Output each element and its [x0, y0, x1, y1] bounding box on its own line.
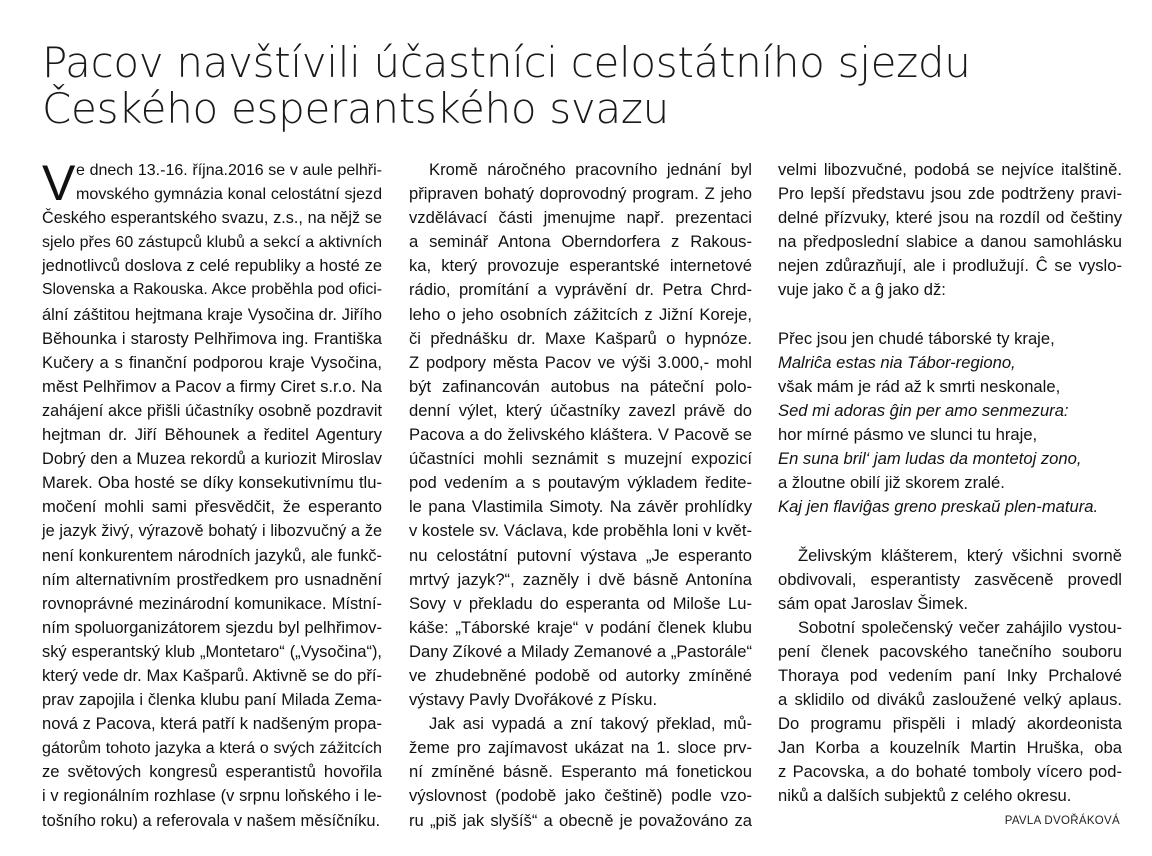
paragraph-line: Želivským klášterem, který všichni svorně — [798, 545, 1122, 565]
paragraph-line: být zafinancován autobus na páteční polo- — [409, 376, 752, 396]
paragraph-line: či přednášku dr. Maxe Kašparů o hypnóze. — [409, 328, 752, 348]
headline-line-1: Pacov navštívili účastníci celostátního sjezdu — [42, 38, 971, 87]
paragraph-line: rádio, promítání a vyprávění dr. Petra Chrd- — [409, 280, 752, 300]
paragraph-line: obdivovali, esperantisty zasvěceně provedl — [778, 569, 1122, 589]
paragraph-line: Pro lepší představu jsou zde podtrženy pravi- — [778, 184, 1122, 204]
paragraph-line: ním spoluorganizátorem sjezdu byl pelhřimov- — [42, 617, 382, 637]
paragraph-line: a sklidilo od diváků zasloužené velký aplaus. — [778, 690, 1122, 710]
paragraph-line: není konkurentem národních jazyků, ale funkč- — [42, 546, 382, 565]
paragraph-line: leho o jeho osobních zážitcích z Jižní Koreje, — [409, 304, 752, 324]
paragraph-line: vuje jako č a ĝ jako dž: — [778, 280, 946, 300]
paragraph-line: ní zmíněné básně. Esperanto má fonetickou — [409, 762, 752, 782]
paragraph-line: niků a dalších subjektů z celého okresu. — [778, 786, 1072, 806]
poem-line-esperanto: Sed mi adoras ĝin per amo senmezura: — [778, 400, 1069, 420]
paragraph-line: Sovy v překladu do esperanta od Miloše Lu- — [409, 593, 752, 613]
poem-line-czech: a žloutne obilí již skorem zralé. — [778, 473, 1005, 493]
paragraph-line: velmi libozvučné, podobá se nejvíce italštině. — [778, 160, 1122, 179]
paragraph-line: le pana Vlastimila Simoty. Na závěr prohlídky — [409, 497, 752, 517]
paragraph-line: Kučery a s finanční podporou kraje Vysočina, — [42, 352, 382, 372]
paragraph-line: a seminář Antona Oberndorfera z Rakous- — [409, 232, 752, 252]
paragraph-line: Jan Korba a kouzelník Martin Hruška, oba — [778, 738, 1122, 758]
paragraph-line: Běhounka i starosty Pelhřimova ing. Františka — [42, 328, 382, 348]
paragraph-line: ve zhudebněné podobě od autorky zmíněné — [409, 665, 752, 685]
article-column-3 — [778, 158, 1122, 809]
paragraph-line: Jak asi vypadá a zní takový překlad, mů- — [429, 714, 752, 734]
paragraph-line: nu celostátní putovní výstava „Je esperanto — [409, 545, 752, 565]
poem-line-esperanto: Kaj jen flaviĝas greno preskaŭ plen-matura. — [778, 497, 1099, 517]
paragraph-line: movského gymnázia konal celostátní sjezd — [76, 185, 382, 204]
paragraph-line: Pacova a do želivského kláštera. V Pacově se — [409, 425, 752, 445]
poem-line-esperanto: En suna bril‘ jam ludas da montetoj zono, — [778, 449, 1082, 469]
paragraph-line: sám opat Jaroslav Šimek. — [778, 593, 968, 613]
paragraph-line: výstavy Pavly Dvořákové z Písku. — [409, 690, 658, 710]
paragraph-line: ru „piš jak slyšíš“ a obecně je považováno za — [409, 810, 752, 830]
paragraph-line: ka, který provozuje esperantské internetové — [409, 256, 752, 276]
article-column-1 — [42, 155, 382, 833]
paragraph-line: žeme pro zajímavost ukázat na 1. sloce prv- — [409, 738, 752, 758]
paragraph-line: Kromě náročného pracovního jednání byl — [429, 160, 752, 179]
paragraph-line: Thoraya pod vedením paní Inky Prchalové — [778, 665, 1122, 685]
paragraph-line: nejen zdůrazňují, ale i prodlužují. Ĉ se vyslo- — [778, 256, 1122, 276]
paragraph-line: vzdělávací části jmenujme např. prezentaci — [409, 208, 752, 228]
article-column-2 — [409, 158, 752, 833]
paragraph-line: sjelo přes 60 zástupců klubů a sekcí a aktivních — [42, 233, 382, 252]
paragraph-line: účastníci mohli seznámit s muzejní expozicí — [409, 449, 752, 469]
paragraph-line: e dnech 13.-16. října.2016 se v aule pelhři- — [76, 161, 382, 179]
headline-line-2: Českého esperantského svazu — [42, 84, 669, 133]
poem-line-esperanto: Malriĉa estas nia Tábor-regiono, — [778, 352, 1016, 372]
paragraph-line: Dany Zíkové a Milady Zemanové a „Pastorále“ — [409, 641, 752, 661]
paragraph-line: káše: „Táborské kraje“ v podání členek klubu — [409, 617, 752, 637]
paragraph-line: Marek. Oba hosté se díky konsekutivnímu tlu- — [42, 473, 382, 493]
paragraph-line: v kostele sv. Václava, kde proběhla loni v květ- — [409, 521, 752, 541]
author-byline: PAVLA DVOŘÁKOVÁ — [1004, 815, 1120, 827]
paragraph-line: delné přízvuky, které jsou na rozdíl od češtiny — [778, 208, 1122, 228]
poem-line-czech: však mám je rád až k smrti neskonale, — [778, 376, 1061, 396]
paragraph-line: denní výlet, který účastníky zavezl právě do — [409, 400, 752, 420]
paragraph-line: je jazyk živý, výrazově bohatý i libozvučný a že — [42, 522, 382, 541]
paragraph-line: Českého esperantského svazu, z.s., na nějž se — [42, 209, 382, 228]
poem-line-czech: hor mírné pásmo ve slunci tu hraje, — [778, 425, 1038, 445]
paragraph-line: prav zapojila i členka klubu paní Milada Zema- — [42, 691, 382, 710]
paragraph-line: močení mohli sami přesvědčit, že esperanto — [42, 497, 382, 517]
paragraph-line: nová z Pacova, která patří k nadšeným propa- — [42, 714, 382, 734]
paragraph-line: pení členek pacovského tanečního souboru — [778, 641, 1122, 661]
paragraph-line: hejtman dr. Jiří Běhounek a ředitel Agentury — [42, 425, 382, 445]
paragraph-line: který vede dr. Max Kašparů. Aktivně se do pří- — [42, 665, 382, 685]
paragraph-line: mrtvý jazyk?“, zazněly i dvě básně Antonína — [409, 569, 752, 589]
poem-stanza — [778, 327, 1122, 520]
paragraph-line: tošního roku) a referovala v našem měsíčníku. — [42, 811, 381, 830]
paragraph-line: rovnoprávné mezinárodní komunikace. Místní- — [42, 594, 382, 613]
paragraph-line: Sobotní společenský večer zahájilo vystou- — [798, 617, 1122, 637]
paragraph-line: ze světových kongresů esperantistů hovořila — [42, 762, 382, 782]
paragraph-line: z Pacovska, a do bohaté tomboly vícero pod- — [778, 762, 1122, 782]
paragraph-line: měst Pelhřimov a Pacov a firmy Ciret s.r.o. Na — [42, 376, 382, 396]
article-headline — [42, 40, 1122, 132]
paragraph-line: Slovenska a Rakouska. Akce proběhla pod ofici- — [42, 281, 382, 299]
poem-line-czech: Přec jsou jen chudé táborské ty kraje, — [778, 328, 1055, 348]
paragraph-line: Do programu přispěli i mladý akordeonista — [778, 714, 1122, 734]
paragraph-line: připraven bohatý doprovodný program. Z jeho — [409, 184, 752, 204]
paragraph-line: Dobrý den a Muzea rekordů a kuriozit Miroslav — [42, 450, 382, 469]
paragraph-line: Z podpory města Pacov ve výši 3.000,- mohl — [409, 352, 752, 372]
paragraph-line: i v regionálním rozhlase (v srpnu loňského i le- — [42, 787, 382, 806]
paragraph-line: jednotlivců doslova z celé republiky a hosté ze — [42, 257, 382, 276]
paragraph-line: ním alternativním prostředkem pro usnadnění — [42, 569, 382, 589]
drop-cap: V — [42, 155, 76, 211]
paragraph-line: ální záštitou hejtmana kraje Vysočina dr. Jiřího — [42, 305, 382, 324]
paragraph-line: ský esperantský klub „Montetaro“ („Vysočina“), — [42, 642, 382, 661]
paragraph-line: pod vedením a s poutavým výkladem ředite- — [409, 473, 752, 493]
paragraph-line: zahájení akce přišli účastníky osobně pozdravit — [42, 401, 382, 420]
paragraph-line: výslovnost (podobě jako češtině) podle vzo- — [409, 786, 752, 806]
paragraph-line: na předposlední slabice a danou samohlásku — [778, 232, 1122, 252]
paragraph-line: gátorům tohoto jazyka a která o svých zážitcích — [42, 739, 382, 758]
